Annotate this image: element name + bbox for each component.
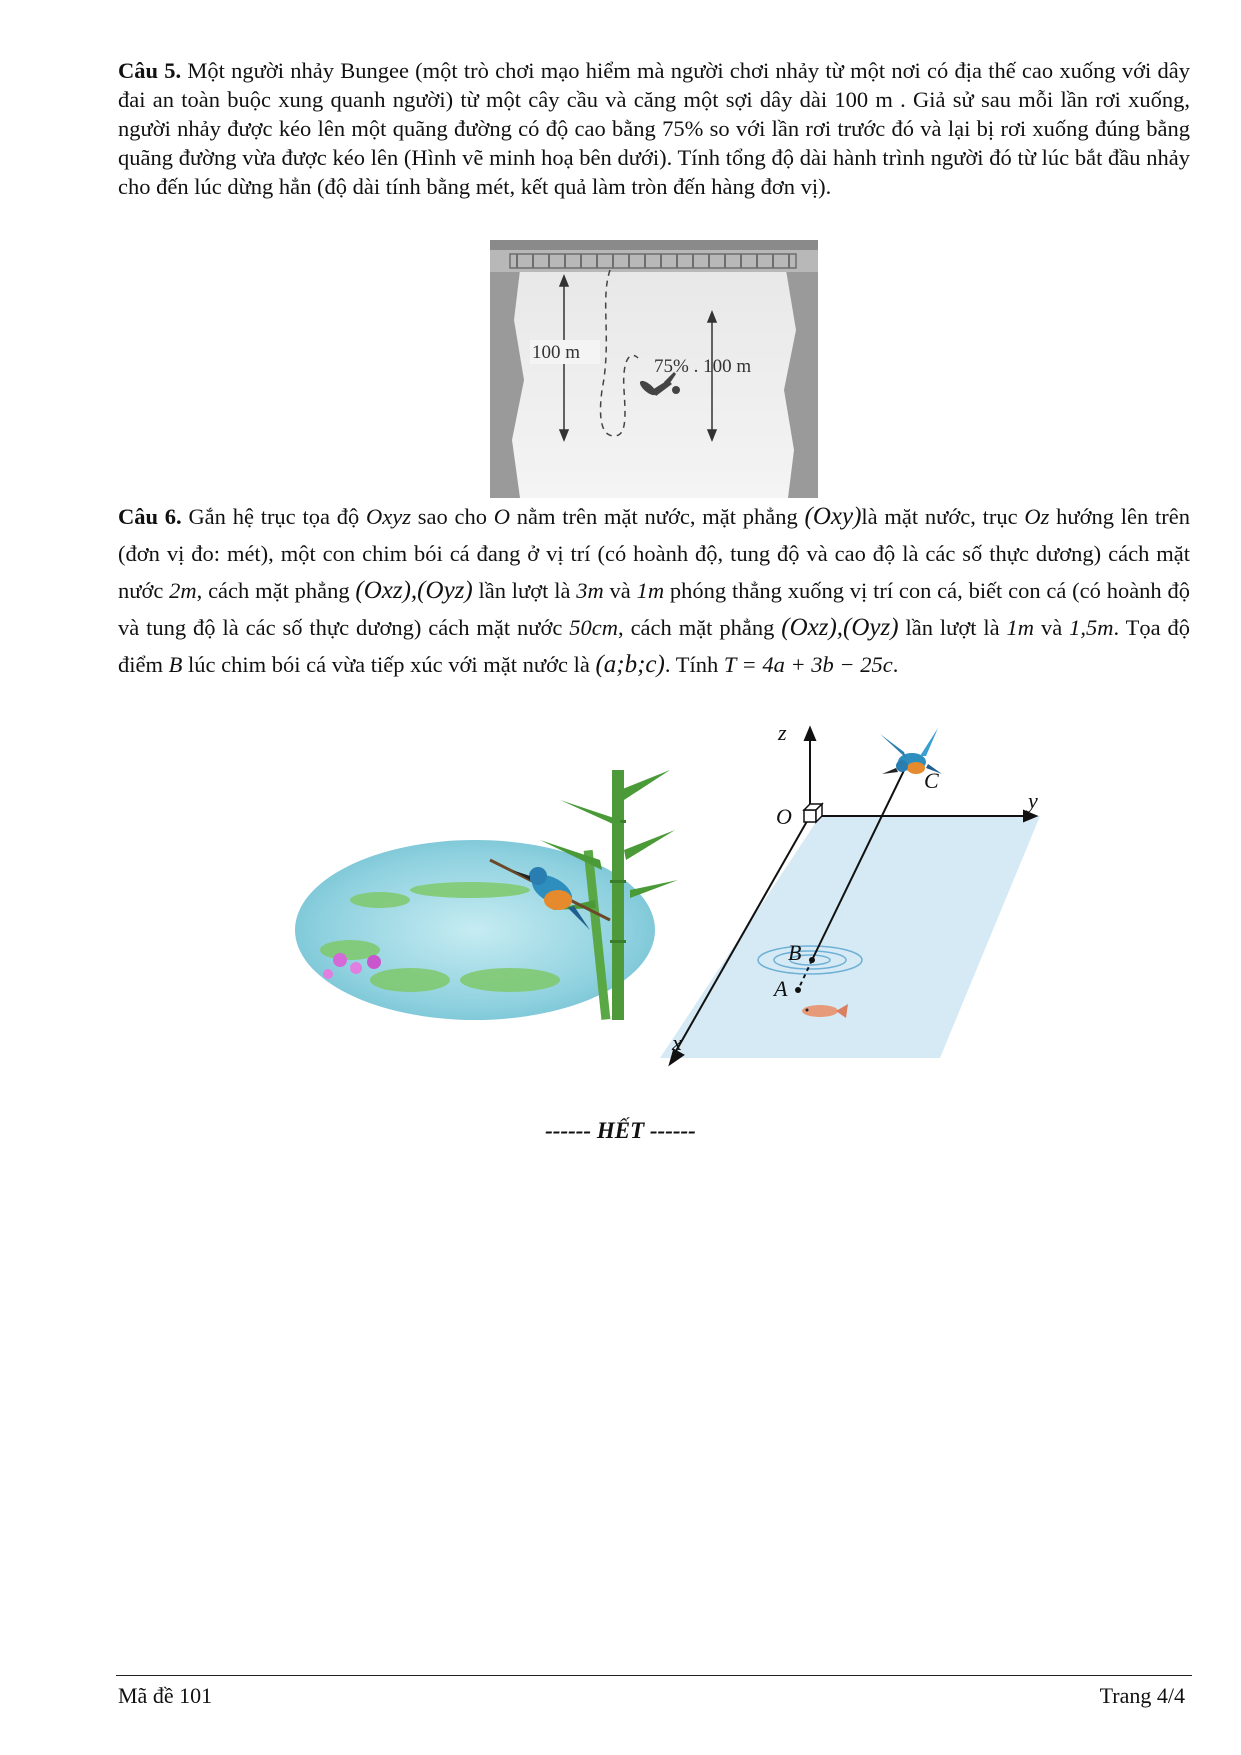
q6-text-9: phóng thẳng xuống vị trí con cá, biết con cá (có hoành độ và tung độ là các số thực dương) cách mặt nước [118, 578, 1190, 640]
label-c: C [924, 768, 939, 793]
q6-coords-abc: (a;b;c) [595, 651, 665, 678]
q6-text-16: . [892, 652, 899, 677]
bungee-figure [490, 240, 818, 498]
q6-origin: O [493, 504, 510, 529]
point-b-dot [809, 957, 815, 963]
footer-exam-code: Mã đề 101 [118, 1683, 213, 1708]
question-5 [118, 56, 1190, 201]
q6-planes-2: (Oxz),(Oyz) [781, 614, 899, 641]
origin-cube [804, 804, 822, 822]
label-x: x [672, 1030, 682, 1055]
q6-text-7: lần lượt là [472, 578, 577, 603]
q6-text-10: , cách mặt phẳng [618, 615, 782, 640]
q6-text-11: lần lượt là [898, 615, 1007, 640]
label-75-percent: 75% . 100 m [654, 356, 752, 377]
page-content [118, 56, 1190, 201]
water-plane [660, 816, 1040, 1058]
q6-value-1m: 1m [636, 578, 665, 603]
label-origin: O [776, 804, 792, 829]
label-z: z [778, 720, 787, 745]
q6-text-13: . Tọa độ điểm [118, 615, 1190, 677]
q6-text-15: . Tính [664, 652, 724, 677]
q6-formula: T = 4a + 3b − 25c [723, 652, 893, 677]
q6-point-b: B [168, 652, 183, 677]
q6-plane-oxy: (Oxy) [804, 503, 862, 530]
q6-text-2: sao cho [410, 504, 494, 529]
q6-value-2m: 2m [169, 578, 197, 603]
question-5-label: Câu 5. [118, 58, 182, 83]
q6-text-6: , cách mặt phẳng [196, 578, 356, 603]
q6-value-1-5m: 1,5m [1069, 615, 1114, 640]
q6-axis-oz: Oz [1024, 504, 1050, 529]
label-y: y [1028, 788, 1038, 813]
q6-oxyz: Oxyz [365, 504, 411, 529]
label-100m: 100 m [532, 342, 581, 363]
label-b: B [788, 940, 802, 965]
pond-illustration [290, 730, 680, 1060]
end-mark: ------ HẾT ------ [545, 1118, 696, 1143]
q6-text-3: nằm trên mặt nước, mặt phẳng [509, 504, 805, 529]
question-6 [118, 498, 1190, 683]
q6-value-50cm: 50cm [569, 615, 619, 640]
question-6-label: Câu 6. [118, 504, 182, 529]
question-5-text: Một người nhảy Bungee (một trò chơi mạo hiểm mà người chơi nhảy từ một nơi có địa thế cao xuống với dây đai an toàn buộc xung quanh người) từ một cây cầu và căng một sợi dây dài 100 m . Giả sử sau mỗi lần rơi xuống, người nhảy được kéo lên một quãng đường có độ cao bằng 75% so với lần rơi trước đó và lại bị rơi xuống đúng bằng quãng đường vừa được kéo lên (Hình vẽ minh hoạ bên dưới). Tính tổng độ dài hành trình người đó từ lúc bắt đầu nhảy cho đến lúc dừng hẳn (độ dài tính bằng mét, kết quả làm tròn đến hàng đơn vị). [118, 58, 1191, 199]
footer-page-number: Trang 4/4 [1099, 1683, 1185, 1708]
q6-value-3m: 3m [576, 578, 604, 603]
point-a-dot [795, 987, 801, 993]
q6-planes-1: (Oxz),(Oyz) [355, 577, 473, 604]
q6-text-14: lúc chim bói cá vừa tiếp xúc với mặt nước là [182, 652, 596, 677]
q6-text-5: hướng lên trên (đơn vị đo: mét), một con chim bói cá đang ở vị trí (có hoành độ, tung độ và cao độ là các số thực dương) cách mặt nước [118, 504, 1191, 603]
q6-text-4: là mặt nước, trục [861, 504, 1025, 529]
label-a: A [774, 976, 788, 1001]
q6-text-1: Gắn hệ trục tọa độ [188, 504, 366, 529]
coordinate-figure [672, 720, 1060, 1078]
q6-text-12: và [1034, 615, 1070, 640]
q6-value-1m-b: 1m [1006, 615, 1035, 640]
q6-text-8: và [603, 578, 637, 603]
footer-divider [116, 1675, 1192, 1676]
